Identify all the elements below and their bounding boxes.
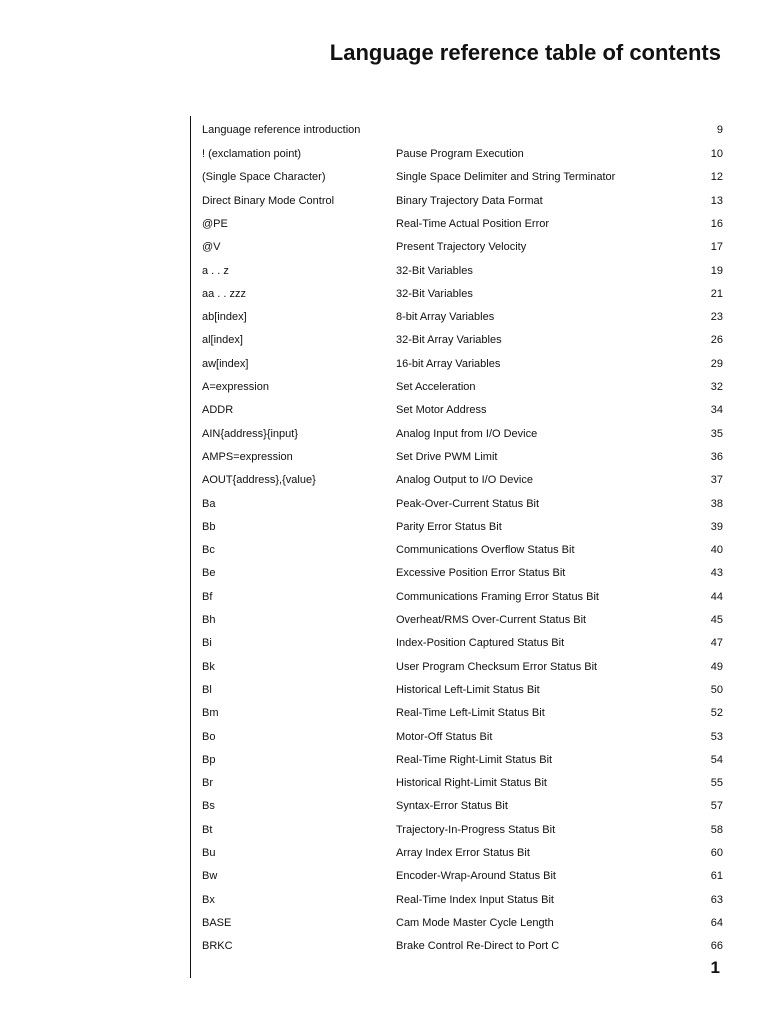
toc-description: Array Index Error Status Bit [396, 847, 530, 859]
toc-row[interactable] [0, 494, 768, 514]
toc-description: Pause Program Execution [396, 148, 524, 160]
toc-page: 26 [710, 334, 723, 347]
toc-row[interactable] [0, 261, 768, 281]
toc-page: 36 [710, 450, 723, 463]
toc-page: 13 [710, 194, 723, 207]
toc-row[interactable] [0, 587, 768, 607]
toc-row[interactable] [0, 307, 768, 327]
toc-description: Set Motor Address [396, 404, 487, 417]
toc-command: ADDR [202, 404, 234, 417]
toc-page: 38 [710, 497, 723, 510]
toc-description: Analog Input from I/O Device [396, 427, 538, 440]
toc-intro-page: 9 [716, 124, 723, 136]
toc-description: Motor-Off Status Bit [396, 730, 493, 743]
toc-command: AMPS=expression [202, 450, 293, 463]
toc-description: Parity Error Status Bit [396, 520, 502, 533]
page-number: 1 [710, 958, 720, 977]
toc-description: User Program Checksum Error Status Bit [396, 660, 598, 673]
toc-description: Trajectory-In-Progress Status Bit [396, 823, 556, 836]
toc-row[interactable] [0, 330, 768, 350]
toc-page: 10 [710, 148, 723, 160]
toc-command: Bw [202, 870, 218, 883]
toc-row[interactable] [0, 680, 768, 700]
toc-command: (Single Space Character) [202, 171, 326, 184]
toc-description: Encoder-Wrap-Around Status Bit [396, 870, 556, 883]
toc-description: Real-Time Right-Limit Status Bit [396, 753, 553, 766]
toc-command: Bb [202, 520, 216, 533]
toc-row[interactable] [0, 400, 768, 420]
toc-page: 47 [710, 637, 723, 650]
toc-row[interactable] [0, 866, 768, 886]
toc-command: Be [202, 567, 216, 580]
toc-page: 21 [710, 287, 723, 300]
toc-command: Bk [202, 660, 215, 673]
toc-page: 52 [710, 707, 723, 720]
toc-description: 16-bit Array Variables [396, 357, 501, 370]
toc-command: Bs [202, 800, 215, 813]
toc-description: Real-Time Index Input Status Bit [396, 893, 554, 906]
toc-command: Bl [202, 683, 212, 696]
toc-row[interactable] [0, 470, 768, 490]
toc-command: Br [202, 777, 213, 790]
toc-description: Communications Overflow Status Bit [396, 544, 575, 557]
toc-description: Cam Mode Master Cycle Length [396, 916, 554, 929]
toc-row[interactable] [0, 913, 768, 933]
page-title: Language reference table of contents [329, 40, 721, 65]
toc-row[interactable] [0, 377, 768, 397]
toc-command: @V [202, 241, 221, 254]
toc-description: 32-Bit Array Variables [396, 334, 502, 347]
toc-row[interactable] [0, 214, 768, 234]
toc-row[interactable] [0, 796, 768, 816]
toc-page: 16 [710, 217, 723, 230]
toc-row[interactable] [0, 284, 768, 304]
toc-command: BRKC [202, 940, 233, 953]
toc-row-intro[interactable] [0, 120, 768, 140]
toc-row[interactable] [0, 703, 768, 723]
toc-page: 54 [710, 753, 723, 766]
toc-page: 45 [710, 614, 723, 626]
toc-description: Communications Framing Error Status Bit [396, 590, 599, 603]
toc-page: 29 [710, 357, 723, 370]
toc-description: Index-Position Captured Status Bit [396, 637, 565, 650]
toc-description: Present Trajectory Velocity [396, 241, 527, 254]
toc-command: a . . z [202, 264, 229, 277]
toc-row[interactable] [0, 890, 768, 910]
toc-description: 8-bit Array Variables [396, 311, 495, 324]
toc-command: Direct Binary Mode Control [202, 194, 335, 207]
toc-command: AOUT{address},{value} [202, 474, 316, 487]
toc-description: Syntax-Error Status Bit [396, 800, 508, 813]
toc-row[interactable] [0, 517, 768, 537]
toc-command: Bi [202, 637, 212, 650]
toc-row[interactable] [0, 563, 768, 583]
toc-description: Single Space Delimiter and String Terminator [396, 171, 616, 184]
toc-description: Historical Right-Limit Status Bit [396, 777, 547, 790]
toc-row[interactable] [0, 354, 768, 374]
toc-row[interactable] [0, 191, 768, 211]
toc-page: 58 [710, 823, 723, 836]
toc-command: Bm [202, 707, 219, 720]
toc-row[interactable] [0, 237, 768, 257]
toc-description: Historical Left-Limit Status Bit [396, 683, 540, 696]
toc-page: 66 [710, 940, 723, 953]
toc-page: 61 [710, 870, 723, 883]
toc-command: Bc [202, 544, 215, 557]
toc-description: Real-Time Actual Position Error [396, 217, 550, 230]
toc-page: 55 [710, 777, 723, 790]
toc-row[interactable] [0, 144, 768, 164]
toc-page: 12 [710, 171, 723, 184]
toc-command: A=expression [202, 381, 269, 393]
toc-page: 17 [710, 241, 723, 254]
toc-page: 35 [710, 427, 723, 440]
toc-command: al[index] [202, 334, 243, 347]
toc-command: Bh [202, 614, 216, 626]
toc-page: 19 [710, 264, 723, 277]
toc-command: BASE [202, 916, 232, 929]
toc-description: Real-Time Left-Limit Status Bit [396, 707, 545, 720]
toc-row[interactable] [0, 167, 768, 187]
toc-command: aa . . zzz [202, 287, 247, 300]
toc-row[interactable] [0, 633, 768, 653]
toc-command: aw[index] [202, 357, 249, 370]
toc-description: Brake Control Re-Direct to Port C [396, 940, 560, 953]
toc-description: Analog Output to I/O Device [396, 474, 533, 487]
toc-description: Peak-Over-Current Status Bit [396, 497, 540, 510]
toc-page: 44 [710, 590, 723, 603]
toc-command: Bu [202, 847, 216, 859]
toc-page: 32 [710, 381, 723, 393]
toc-page: 43 [710, 567, 723, 580]
toc-command: ! (exclamation point) [202, 148, 302, 160]
toc-page: 39 [710, 520, 723, 533]
toc-row[interactable] [0, 843, 768, 863]
toc-row[interactable] [0, 424, 768, 444]
toc-description: Set Acceleration [396, 381, 476, 393]
toc-row[interactable] [0, 773, 768, 793]
toc-description: 32-Bit Variables [396, 264, 473, 277]
toc-row[interactable] [0, 820, 768, 840]
toc-description: Set Drive PWM Limit [396, 450, 498, 463]
toc-command: ab[index] [202, 311, 247, 324]
toc-page: 34 [710, 404, 723, 417]
toc-page: 60 [710, 847, 723, 859]
toc-page: 37 [710, 474, 723, 487]
toc-description: Excessive Position Error Status Bit [396, 567, 566, 580]
toc-command: Bo [202, 730, 216, 743]
toc-intro-label: Language reference introduction [202, 124, 361, 136]
toc-row[interactable] [0, 447, 768, 467]
toc-page: 53 [710, 730, 723, 743]
toc-page: 40 [710, 544, 723, 557]
toc-row[interactable] [0, 610, 768, 630]
toc-row[interactable] [0, 727, 768, 747]
toc-description: Overheat/RMS Over-Current Status Bit [396, 614, 587, 626]
toc-command: Bx [202, 893, 215, 906]
toc-page: 49 [710, 660, 723, 673]
toc-command: Bt [202, 823, 213, 836]
toc-page: 23 [710, 311, 723, 324]
toc-row[interactable] [0, 657, 768, 677]
toc-page: 64 [710, 916, 723, 929]
toc-description: 32-Bit Variables [396, 287, 473, 300]
toc-page: 57 [710, 800, 723, 813]
toc-row[interactable] [0, 936, 768, 956]
toc-description: Binary Trajectory Data Format [396, 194, 543, 207]
toc-command: @PE [202, 217, 228, 230]
toc-row[interactable] [0, 540, 768, 560]
toc-command: Bp [202, 753, 216, 766]
toc-page: 50 [710, 683, 723, 696]
toc-command: Ba [202, 497, 216, 510]
toc-command: AIN{address}{input} [202, 427, 299, 440]
toc-row[interactable] [0, 750, 768, 770]
toc-command: Bf [202, 590, 213, 603]
toc-page: 63 [710, 893, 723, 906]
